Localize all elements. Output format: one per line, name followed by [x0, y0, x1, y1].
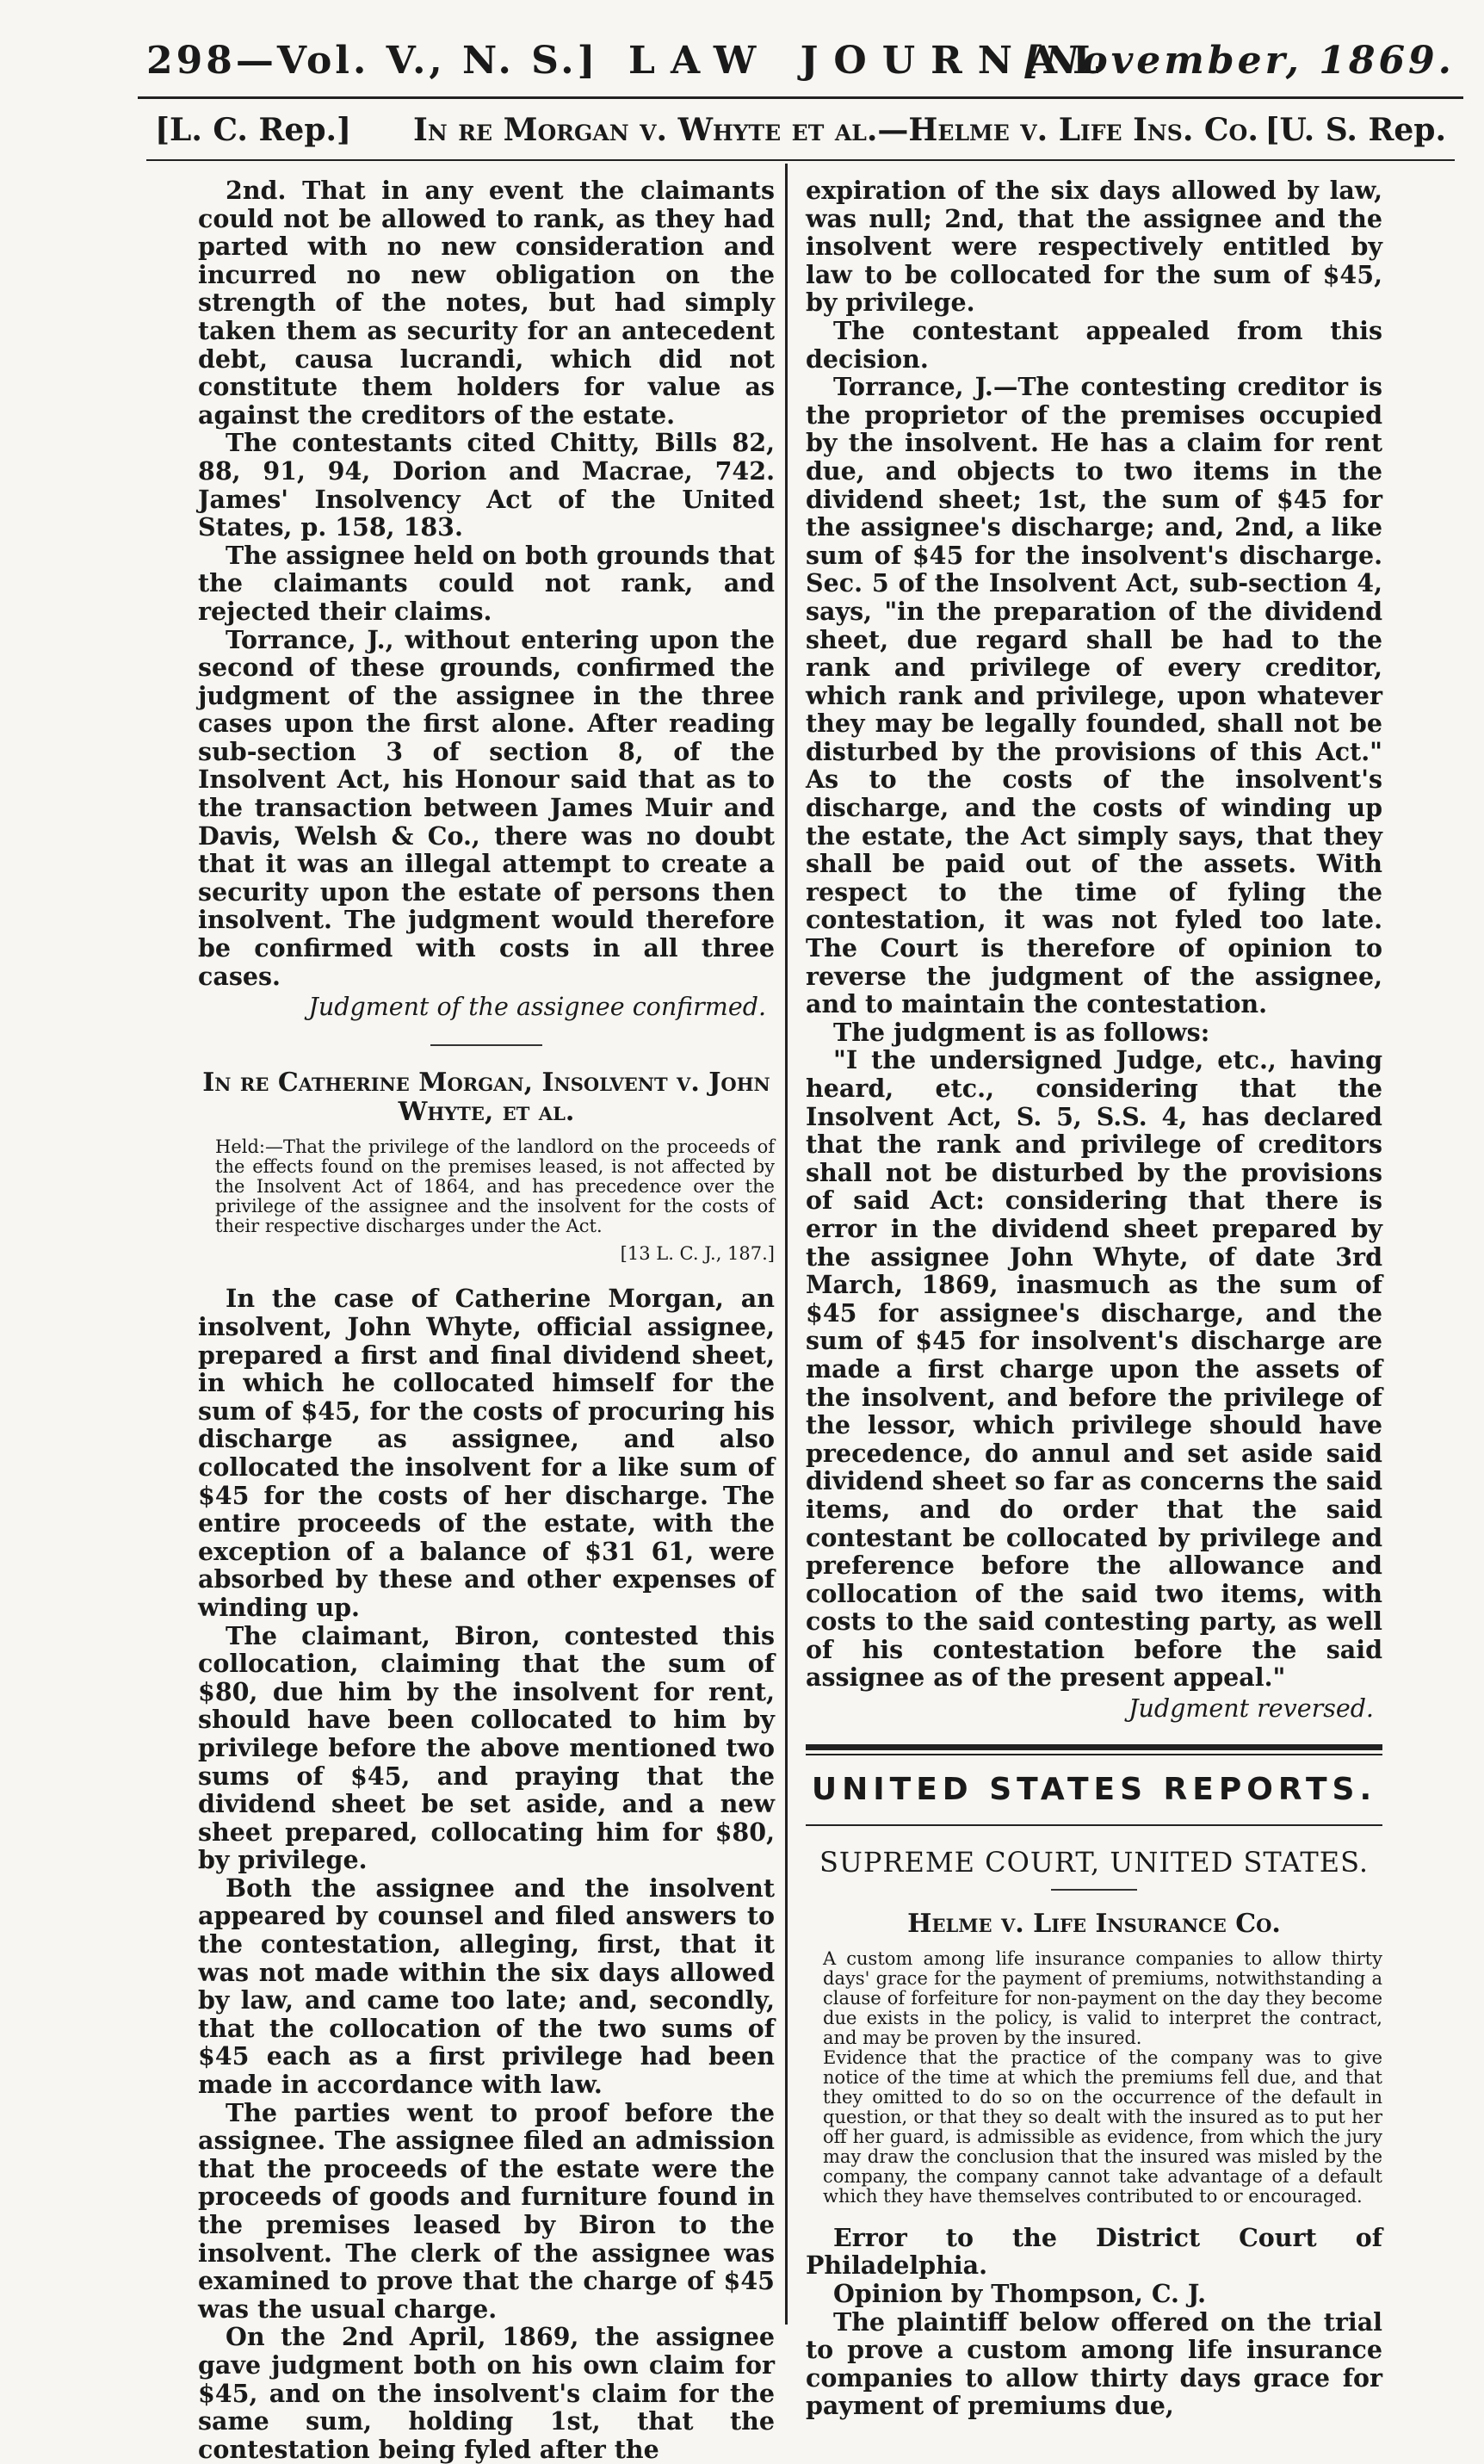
column-divider: [785, 164, 788, 2325]
paragraph: 2nd. That in any event the claimants could not be allowed to rank, as they had parted with no new consideration and incurred no new obligation on the strength of the notes, but had simply taken them as security for an antecedent debt, causa lucrandi, which did not constitute them holders for value as against the creditors of the estate.: [198, 176, 775, 430]
page-volume: 298—Vol. V., N. S.]: [146, 39, 599, 83]
page-header: [146, 39, 1455, 90]
court-name: SUPREME COURT, UNITED STATES.: [819, 1846, 1370, 1879]
judgment-line: Judgment of the assignee confirmed.: [308, 993, 766, 1022]
paragraph: Torrance, J., without entering upon the second of these grounds, confirmed the judgment of the assignee in the three cases upon the first alone. After reading sub-section 3 of section 8, of the Insolvent Act, his Honour said that as to the transaction between James Muir and Davis, Welsh & Co., there was no doubt that it was an illegal attempt to create a security upon the estate of persons then insolvent. The judgment would therefore be confirmed with costs in all three cases.: [198, 624, 775, 991]
section-rule-thick: [806, 1744, 1382, 1750]
left-column: [198, 176, 775, 2464]
judgment-line: Judgment reversed.: [1128, 1694, 1374, 1724]
paragraph: Both the assignee and the insolvent appeared by counsel and filed answers to the contestation, alleging, first, that it was not made within the six days allowed by law, and came too late; and, secondly, that the collocation of the two sums of $45 each as a first privilege had been made in accordance with law.: [198, 1873, 775, 2100]
issue-date: [November, 1869.: [1023, 39, 1455, 83]
headnote: A custom among life insurance companies to allow thirty days' grace for the payment of premiums, notwithstanding a clause of forfeiture for non-payment on the day they become due exists in the policy, is valid to interpret the contract, and may be proven by the insured.: [823, 1947, 1382, 2048]
paragraph: The claimant, Biron, contested this collocation, claiming that the sum of $80, due him by the insolvent for rent, should have been collocated to him by privilege before the above mentioned two sums of $45, and praying that the dividend sheet be set aside, and a new sheet prepared, collocating him for $80, by privilege.: [198, 1620, 775, 1875]
case-title: In re Catherine Morgan, Insolvent v. John Whyte, et al.: [202, 1067, 770, 1127]
paragraph: The assignee held on both grounds that the claimants could not rank, and rejected their claims.: [198, 540, 775, 626]
opinion-line: Opinion by Thompson, C. J.: [833, 2279, 1207, 2309]
divider: [1051, 1889, 1137, 1891]
section-heading-rule: [806, 1824, 1382, 1826]
paragraph: The contestant appealed from this decision.: [806, 315, 1382, 374]
paragraph: In the case of Catherine Morgan, an insolvent, John Whyte, official assignee, prepared a first and final dividend sheet, in which he collocated himself for the sum of $45, for the costs of procuring his discharge as assignee, and also collocated the insolvent for a like sum of $45 for the costs of her discharge. The entire proceeds of the estate, with the exception of a balance of $31 61, were absorbed by these and other expenses of winding up.: [198, 1284, 775, 1622]
paragraph: The judgment is as follows:: [833, 1017, 1210, 1047]
running-head-center: In re Morgan v. Whyte et al.—Helme v. Life Ins. Co.: [413, 112, 1258, 148]
running-head: [155, 112, 1446, 155]
divider: [430, 1044, 542, 1046]
header-rule: [138, 96, 1463, 99]
right-column: [806, 176, 1382, 2421]
subheader-rule: [146, 159, 1455, 161]
paragraph: expiration of the six days allowed by law, was null; 2nd, that the assignee and the insolvent were respectively entitled by law to be collocated for the sum of $45, by privilege.: [806, 176, 1382, 318]
citation: [13 L. C. J., 187.]: [620, 1242, 775, 1264]
case-title: Helme v. Life Insurance Co.: [907, 1908, 1281, 1939]
running-head-left: [L. C. Rep.]: [155, 112, 352, 148]
paragraph: On the 2nd April, 1869, the assignee gave judgment both on his own claim for $45, and on the insolvent's claim for the same sum, holding 1st, that the contestation being fyled after the: [198, 2322, 775, 2464]
journal-title: LAW JOURNAL.: [628, 39, 1144, 83]
paragraph: The plaintiff below offered on the trial to prove a custom among life insurance companies to allow thirty days grace for payment of premiums due,: [806, 2306, 1382, 2421]
section-rule-thin: [806, 1754, 1382, 1755]
running-head-right: [U. S. Rep.: [1264, 112, 1446, 148]
paragraph: The parties went to proof before the assignee. The assignee filed an admission that the proceeds of the estate were the proceeds of goods and furniture found in the premises leased by Biron to the insolvent. The clerk of the assignee was examined to prove that the charge of $45 was the usual charge.: [198, 2097, 775, 2324]
headnote: Evidence that the practice of the company was to give notice of the time at which the premiums fell due, and that they omitted to do so on the occurrence of the default in question, or that they so dealt with the insured as to put her off her guard, is admissible as evidence, from which the jury may draw the conclusion that the insured was misled by the company, the company cannot take advantage of a default which they have themselves contributed to or encouraged.: [823, 2046, 1382, 2207]
paragraph: The contestants cited Chitty, Bills 82, 88, 91, 94, Dorion and Macrae, 742. James' Insolvency Act of the United States, p. 158, 183.: [198, 428, 775, 542]
error-line: Error to the District Court of Philadelphia.: [806, 2222, 1382, 2281]
headnote: Held:—That the privilege of the landlord on the proceeds of the effects found on the premises leased, is not affected by the Insolvent Act of 1864, and has precedence over the privilege of the assignee and the insolvent for the costs of their respective discharges under the Act.: [215, 1136, 775, 1236]
paragraph: Torrance, J.—The contesting creditor is the proprietor of the premises occupied by the insolvent. He has a claim for rent due, and objects to two items in the dividend sheet; 1st, the sum of $45 for the assignee's discharge; and, 2nd, a like sum of $45 for the insolvent's discharge. Sec. 5 of the Insolvent Act, sub-section 4, says, "in the preparation of the dividend sheet, due regard shall be had to the rank and privilege of every creditor, which rank and privilege, upon whatever they may be legally founded, shall not be disturbed by the provisions of this Act." As to the costs of the insolvent's discharge, and the costs of winding up the estate, the Act simply says, that they shall be paid out of the assets. With respect to the time of fyling the contestation, it was not fyled too late. The Court is therefore of opinion to reverse the judgment of the assignee, and to maintain the contestation.: [806, 372, 1382, 1019]
section-heading: UNITED STATES REPORTS.: [811, 1771, 1377, 1807]
judgment-quote: "I the undersigned Judge, etc., having heard, etc., considering that the Insolvent Act, S. 5, S.S. 4, has declared that the rank and privilege of creditors shall not be disturbed by the provisions of said Act: considering that there is error in the dividend sheet prepared by the assignee John Whyte, of date 3rd March, 1869, inasmuch as the sum of $45 for assignee's discharge, and the sum of $45 for insolvent's discharge are made a first charge upon the assets of the insolvent, and before the privilege of the lessor, which privilege should have precedence, do annul and set aside said dividend sheet so far as concerns the said items, and do order that the said contestant be collocated by privilege and preference before the allowance and collocation of the said two items, with costs to the said contesting party, as well of his contestation before the said assignee as of the present appeal.": [806, 1045, 1382, 1693]
